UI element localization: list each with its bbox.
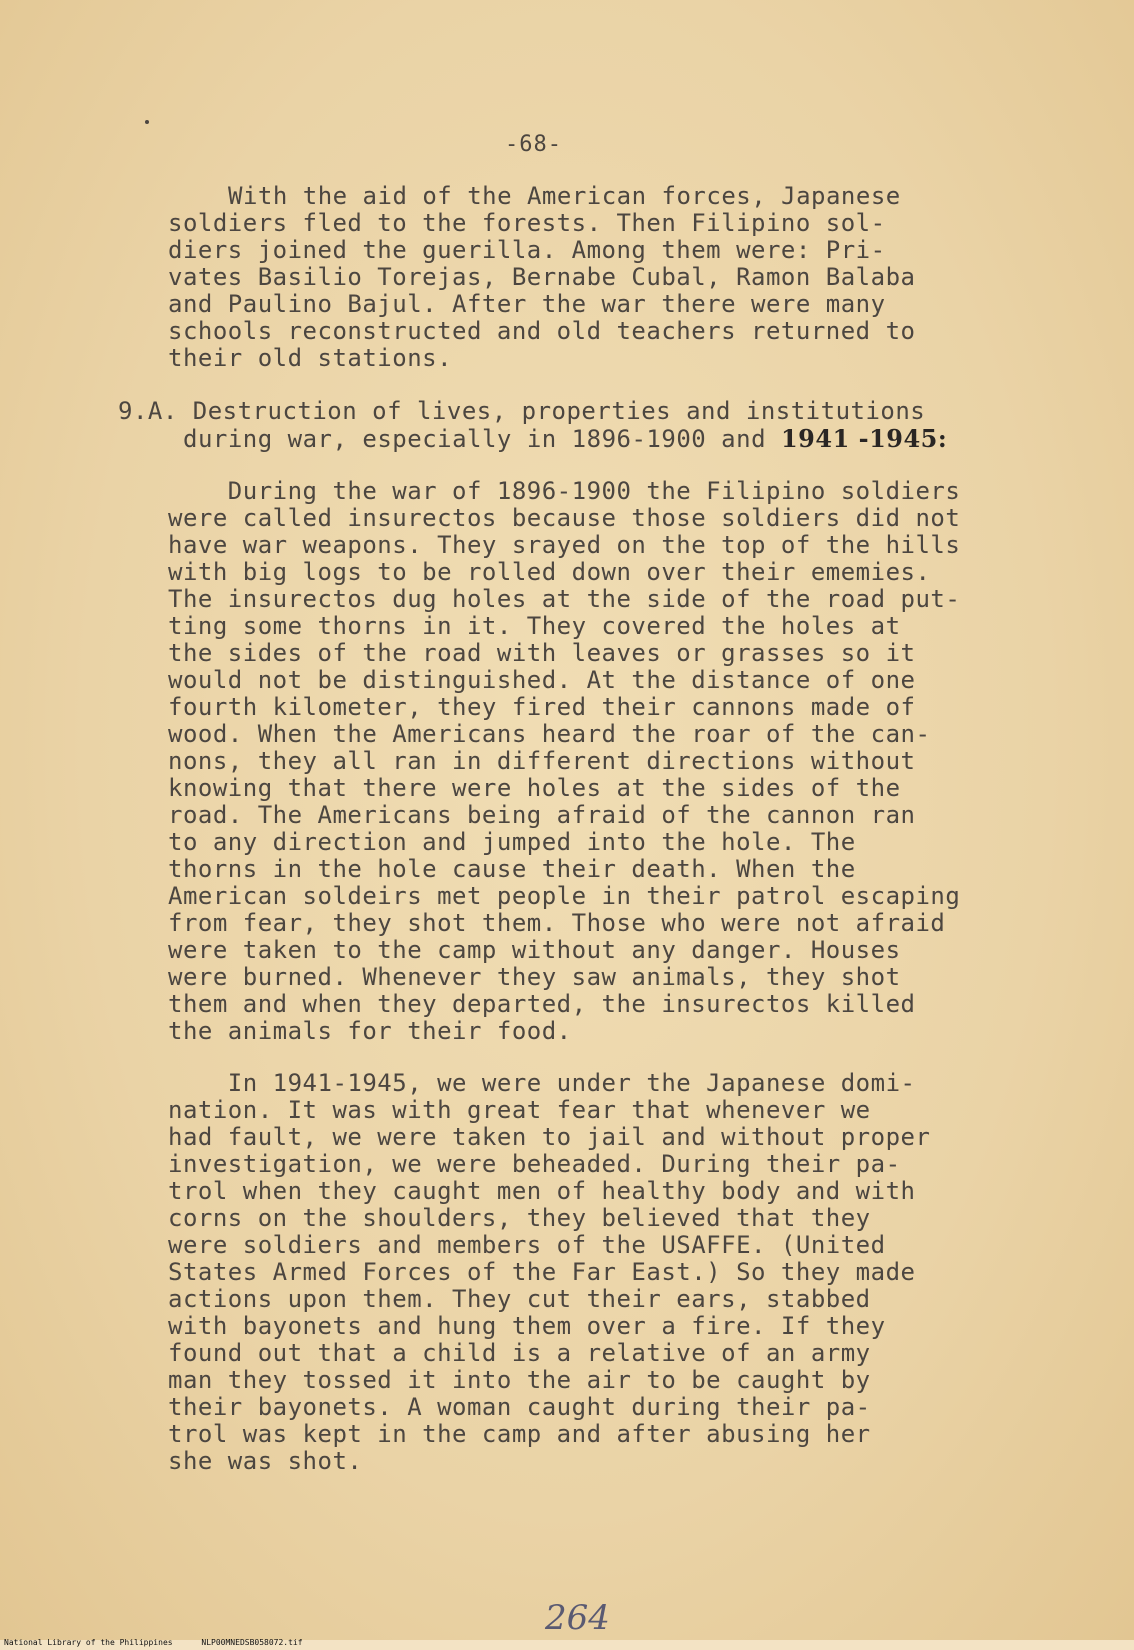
- footer: [4, 1638, 327, 1647]
- paragraph-japanese-occupation: [168, 1070, 1028, 1475]
- text-line: from fear, they shot them. Those who were not afraid: [168, 909, 946, 937]
- text-line: with bayonets and hung them over a fire. If they: [168, 1312, 886, 1340]
- text-line: their bayonets. A woman caught during their pa-: [168, 1393, 871, 1421]
- text-line: would not be distinguished. At the distance of one: [168, 666, 916, 694]
- text-line: nons, they all ran in different directions without: [168, 747, 916, 775]
- text-line: man they tossed it into the air to be caught by: [168, 1366, 871, 1394]
- text-line: States Armed Forces of the Far East.) So they made: [168, 1258, 916, 1286]
- text-line: investigation, we were beheaded. During their pa-: [168, 1150, 901, 1178]
- text-line: During the war of 1896-1900 the Filipino soldiers: [168, 477, 961, 505]
- text-line: she was shot.: [168, 1447, 363, 1475]
- text-line: With the aid of the American forces, Japanese: [228, 182, 901, 210]
- text-line: actions upon them. They cut their ears, stabbed: [168, 1285, 871, 1313]
- text-line: their old stations.: [168, 344, 453, 372]
- text-line: were soldiers and members of the USAFFE. (United: [168, 1231, 886, 1259]
- text-line: wood. When the Americans heard the roar of the can-: [168, 720, 931, 748]
- heading-line: 9.A. Destruction of lives, properties and institutions: [118, 397, 926, 425]
- text-line: to any direction and jumped into the hole. The: [168, 828, 856, 856]
- text-line: The insurectos dug holes at the side of the road put-: [168, 585, 961, 613]
- text-line: nation. It was with great fear that whenever we: [168, 1096, 871, 1124]
- text-line: were taken to the camp without any danger. Houses: [168, 936, 901, 964]
- text-line: ting some thorns in it. They covered the holes at: [168, 612, 901, 640]
- text-line: trol was kept in the camp and after abusing her: [168, 1420, 871, 1448]
- ink-dot: [145, 120, 149, 124]
- text-line: were called insurectos because those soldiers did not: [168, 504, 961, 532]
- text-line: In 1941-1945, we were under the Japanese domi-: [168, 1069, 916, 1097]
- text-line: fourth kilometer, they fired their cannons made of: [168, 693, 916, 721]
- text-line: and Paulino Bajul. After the war there were many: [168, 290, 886, 318]
- text-line: them and when they departed, the insurectos killed: [168, 990, 916, 1018]
- text-line: have war weapons. They srayed on the top of the hills: [168, 531, 961, 559]
- text-line: had fault, we were taken to jail and without proper: [168, 1123, 931, 1151]
- text-line: found out that a child is a relative of an army: [168, 1339, 871, 1367]
- handwritten-page-number: 264: [545, 1598, 610, 1638]
- text-line: soldiers fled to the forests. Then Filipino sol-: [168, 209, 886, 237]
- text-line: American soldeirs met people in their patrol escaping: [168, 882, 961, 910]
- text-line: with big logs to be rolled down over their ememies.: [168, 558, 931, 586]
- text-line: road. The Americans being afraid of the cannon ran: [168, 801, 916, 829]
- text-line: the sides of the road with leaves or grasses so it: [168, 639, 916, 667]
- paragraph-guerilla: [168, 183, 1028, 372]
- text-line: diers joined the guerilla. Among them were: Pri-: [168, 236, 886, 264]
- text-line: knowing that there were holes at the sides of the: [168, 774, 901, 802]
- footer-file: NLP00MNEDSB058072.tif: [201, 1638, 303, 1647]
- heading-text: during war, especially in 1896-1900 and: [183, 425, 781, 453]
- handwritten-years: 1941 -1945:: [780, 424, 948, 453]
- page-number: -68-: [505, 132, 562, 157]
- text-line: trol when they caught men of healthy body and with: [168, 1177, 916, 1205]
- text-line: the animals for their food.: [168, 1017, 572, 1045]
- paragraph-1896-war: [168, 478, 1028, 1045]
- text-line: schools reconstructed and old teachers returned to: [168, 317, 916, 345]
- text-line: vates Basilio Torejas, Bernabe Cubal, Ramon Balaba: [168, 263, 916, 291]
- text-line: corns on the shoulders, they believed that they: [168, 1204, 871, 1232]
- footer-library: National Library of the Philippines: [4, 1638, 173, 1647]
- heading-line: [118, 425, 947, 453]
- text-line: thorns in the hole cause their death. When the: [168, 855, 856, 883]
- section-heading: [118, 398, 947, 453]
- text-line: were burned. Whenever they saw animals, they shot: [168, 963, 901, 991]
